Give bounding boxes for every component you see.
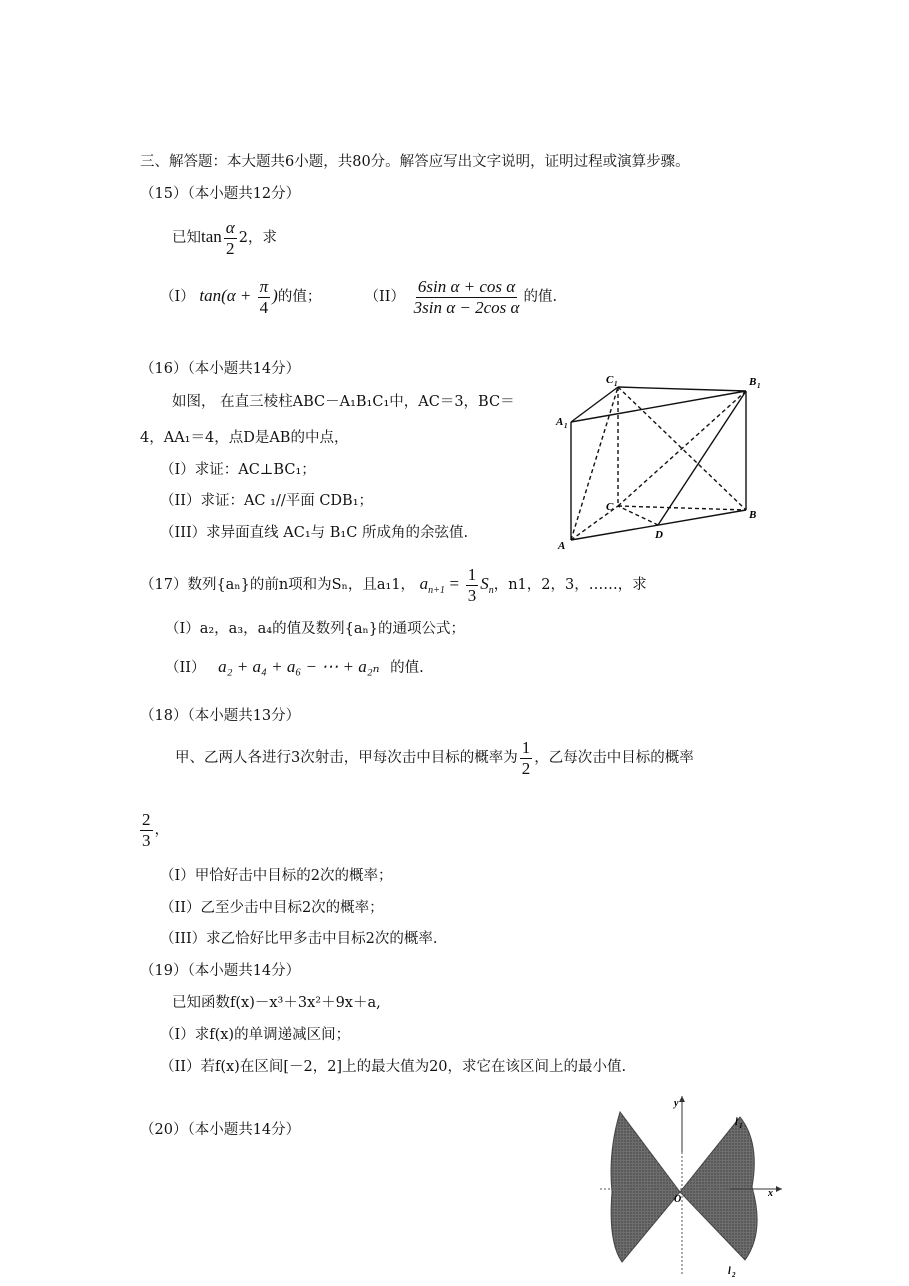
q15-given-fraction xyxy=(224,218,237,259)
q18-frac2-den: 3 xyxy=(142,830,151,850)
label-x: x xyxy=(768,1188,773,1199)
q17-formula-fraction xyxy=(466,565,479,606)
label-l2-sub: 2 xyxy=(732,1271,736,1279)
prism-figure xyxy=(548,368,770,550)
q15-p2-post: 的值. xyxy=(523,289,558,305)
q15-p1-fraction xyxy=(258,277,271,318)
q17-part2 xyxy=(165,653,424,682)
q18-part3: （III）求乙恰好比甲多击中目标2次的概率. xyxy=(160,931,438,947)
q20-header: （20）（本小题共14分） xyxy=(140,1122,301,1138)
q17-formula-den: 3 xyxy=(467,585,477,605)
section-header: 三、解答题：本大题共6小题，共80分。解答应写出文字说明，证明过程或演算步骤。 xyxy=(140,154,690,170)
q18-frac1 xyxy=(520,738,533,779)
label-C: C xyxy=(606,501,614,513)
region-figure xyxy=(600,1092,790,1280)
q15-p2-num: 6sin α + cos α xyxy=(417,276,516,296)
label-A1-sub: 1 xyxy=(564,422,568,430)
q18-line1 xyxy=(175,736,694,780)
q15-given-func: tan xyxy=(201,227,222,246)
q15-given-post: 2，求 xyxy=(238,230,277,246)
q17-post: ，n1，2，3，……，求 xyxy=(493,577,647,593)
q18-frac1-den: 2 xyxy=(521,758,531,778)
q15-p1-post: 的值； xyxy=(277,289,322,305)
q18-frac2 xyxy=(140,810,153,851)
label-y: y xyxy=(674,1098,679,1109)
q15-p1-num: π xyxy=(259,276,269,296)
q17-p2-post: 的值. xyxy=(390,660,424,676)
q15-p2-den: 3sin α − 2cos α xyxy=(413,297,520,317)
label-D: D xyxy=(655,529,663,541)
q15-header: （15）（本小题共12分） xyxy=(140,186,301,202)
q17-p2-label: （II） xyxy=(165,660,206,676)
label-l1-sub: 1 xyxy=(739,1122,743,1130)
q19-part1: （I）求f(x)的单调递减区间； xyxy=(160,1027,351,1043)
q17-p2-expr: a₂ + a₄ + a₆ − ⋯ + a₂ₙ xyxy=(218,657,380,676)
q18-line1-post: ，乙每次击中目标的概率 xyxy=(534,750,694,766)
q15-given-den: 2 xyxy=(226,238,235,258)
q19-part2: （II）若f(x)在区间[－2，2]上的最大值为20，求它在该区间上的最小值. xyxy=(160,1059,627,1075)
q18-part2: （II）乙至少击中目标2次的概率； xyxy=(160,900,384,916)
q17-formula-rhs: S xyxy=(480,574,489,593)
q17-line xyxy=(140,562,647,613)
q18-frac2-post: ， xyxy=(154,822,169,838)
q16-part2: （II）求证：AC ₁//平面 CDB₁； xyxy=(160,493,374,509)
q15-p1-label: （I） xyxy=(160,289,195,305)
q15-p2-label: （II） xyxy=(364,289,406,305)
q16-line2: 4，AA₁＝4，点D是AB的中点， xyxy=(140,430,349,446)
label-C1-sub: 1 xyxy=(614,380,618,388)
q19-header: （19）（本小题共14分） xyxy=(140,963,301,979)
q15-given-pre: 已知 xyxy=(172,230,201,246)
q16-part1: （I）求证：AC⊥BC₁； xyxy=(160,462,316,478)
q16-header: （16）（本小题共14分） xyxy=(140,361,301,377)
label-C1: C xyxy=(606,374,614,386)
q15-p2-fraction xyxy=(412,277,522,318)
q17-formula-rhs-sub: n xyxy=(488,584,494,596)
q15-p1-den: 4 xyxy=(259,297,269,317)
q16-line1: 如图， 在直三棱柱ABC－A₁B₁C₁中，AC＝3，BC＝ xyxy=(172,394,515,410)
label-A: A xyxy=(558,540,566,550)
q15-parts xyxy=(160,270,557,323)
label-B: B xyxy=(749,509,757,521)
q18-frac2-num: 2 xyxy=(142,809,151,829)
q17-part1: （I）a₂，a₃，a₄的值及数列{aₙ}的通项公式； xyxy=(165,621,465,637)
q18-line2 xyxy=(138,808,169,852)
label-B1: B xyxy=(749,376,757,388)
q17-formula-num: 1 xyxy=(467,564,477,584)
label-A1: A xyxy=(556,416,564,428)
label-l1: l xyxy=(735,1117,738,1128)
label-O: O xyxy=(674,1194,682,1205)
q15-p1-close: ) xyxy=(272,286,278,305)
q15-given xyxy=(172,216,277,259)
label-B1-sub: 1 xyxy=(757,382,761,390)
q18-header: （18）（本小题共13分） xyxy=(140,708,301,724)
q15-given-num: α xyxy=(225,217,235,237)
q19-line1: 已知函数f(x)－x³＋3x²＋9x＋a, xyxy=(172,995,381,1011)
q17-pre: （17）数列{aₙ}的前n项和为Sₙ，且a₁1， xyxy=(140,577,416,593)
q18-frac1-num: 1 xyxy=(521,737,531,757)
q17-formula-lhs-sub: n+1 xyxy=(428,584,445,596)
q18-line1-pre: 甲、乙两人各进行3次射击，甲每次击中目标的概率为 xyxy=(175,750,518,766)
q18-part1: （I）甲恰好击中目标的2次的概率； xyxy=(160,868,393,884)
q17-formula-eq: = xyxy=(449,574,460,593)
label-l2: l xyxy=(728,1266,731,1277)
q16-part3: （III）求异面直线 AC₁与 B₁C 所成角的余弦值. xyxy=(160,525,469,541)
q15-p1-expr: tan(α + xyxy=(199,286,256,305)
q17-formula-lhs: a xyxy=(419,574,429,593)
